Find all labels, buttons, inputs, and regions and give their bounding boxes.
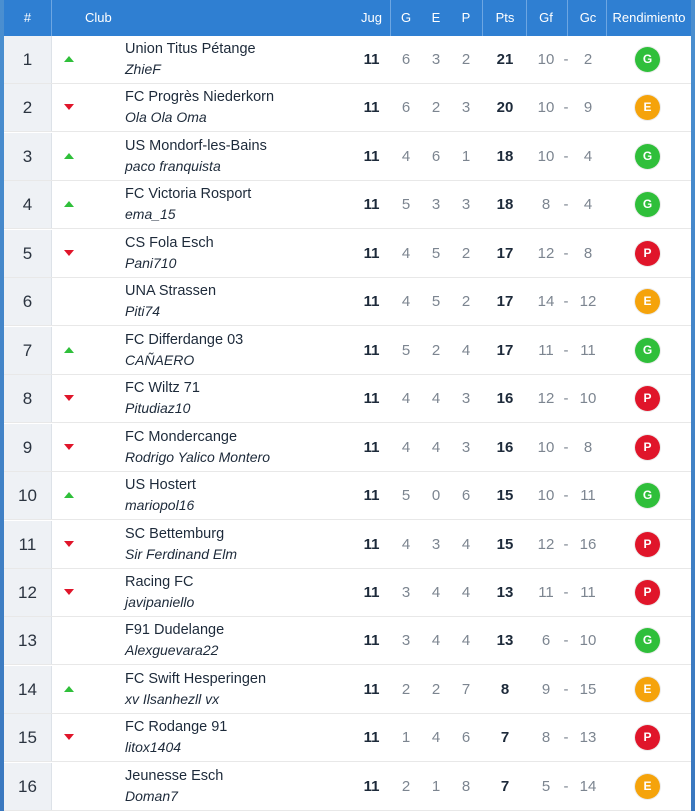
manager-name[interactable]: ZhieF	[125, 61, 161, 77]
club-name[interactable]: CS Fola Esch	[125, 234, 214, 251]
stat-pts: 20	[496, 99, 514, 117]
stat-e: 3	[431, 51, 441, 68]
position-number: 12	[4, 569, 52, 616]
stat-pts: 13	[496, 583, 514, 601]
header-pos[interactable]: #	[23, 10, 32, 25]
trend-down-icon	[64, 734, 74, 740]
stat-p: 2	[461, 244, 471, 262]
club-name[interactable]: Union Titus Pétange	[125, 41, 256, 57]
goal-separator: -	[563, 51, 569, 68]
header-club[interactable]: Club	[85, 10, 112, 25]
club-name[interactable]: US Mondorf-les-Bains	[125, 137, 267, 154]
table-row[interactable]	[4, 569, 691, 617]
stat-p: 7	[461, 680, 471, 698]
club-name[interactable]: FC Rodange 91	[125, 719, 228, 736]
stat-jug: 11	[363, 632, 380, 650]
stat-jug: 11	[363, 196, 380, 214]
position-number: 4	[4, 181, 52, 228]
stat-gc: 11	[580, 583, 596, 601]
manager-name[interactable]: Pitudiaz10	[125, 400, 191, 417]
trend-up-icon	[64, 347, 74, 353]
stat-p: 4	[461, 583, 471, 601]
stat-e: 3	[431, 535, 441, 553]
stat-pts: 18	[496, 196, 514, 214]
stat-e: 0	[431, 487, 441, 505]
table-row[interactable]	[4, 617, 691, 665]
stat-pts: 18	[496, 147, 514, 165]
stat-g: 5	[401, 487, 411, 505]
header-e[interactable]: E	[431, 10, 441, 25]
rendimiento-badge: G	[635, 338, 660, 363]
goal-separator: -	[563, 535, 569, 553]
stat-g: 3	[401, 583, 411, 601]
stat-g: 5	[401, 341, 411, 359]
stat-jug: 11	[363, 680, 380, 698]
stat-p: 8	[461, 777, 471, 795]
rendimiento-badge: P	[635, 580, 660, 605]
rendimiento-badge: E	[635, 774, 660, 799]
table-row[interactable]	[4, 181, 691, 229]
goal-separator: -	[563, 244, 569, 262]
stat-g: 2	[401, 680, 411, 698]
stat-jug: 11	[363, 293, 380, 311]
stat-e: 4	[431, 390, 441, 408]
rendimiento-badge: P	[635, 532, 660, 557]
stat-pts: 16	[496, 390, 514, 408]
stat-gf: 8	[541, 729, 551, 747]
rendimiento-badge: G	[635, 628, 660, 653]
stat-e: 2	[431, 341, 441, 359]
stat-gc: 11	[580, 487, 596, 505]
position-number: 14	[4, 666, 52, 713]
position-number: 11	[4, 521, 52, 568]
stat-jug: 11	[363, 341, 380, 359]
stat-e: 6	[431, 147, 441, 165]
club-name[interactable]: FC Differdange 03	[125, 331, 244, 348]
stat-gc: 8	[583, 244, 593, 262]
manager-name[interactable]: Ola Ola Oma	[125, 109, 207, 126]
stat-pts: 17	[496, 293, 514, 311]
header-gc[interactable]: Gc	[579, 10, 597, 25]
goal-separator: -	[563, 438, 569, 456]
manager-name[interactable]: Rodrigo Yalico Montero	[125, 448, 271, 465]
rendimiento-badge: P	[635, 435, 660, 460]
stat-pts: 17	[496, 341, 514, 359]
stat-pts: 15	[496, 535, 514, 553]
manager-name[interactable]: paco franquista	[125, 157, 221, 174]
stat-e: 4	[431, 583, 441, 601]
stat-jug: 11	[363, 51, 380, 68]
stat-pts: 17	[496, 244, 514, 262]
stat-g: 4	[401, 244, 411, 262]
stat-gc: 12	[579, 293, 597, 311]
table-row[interactable]	[4, 278, 691, 326]
stat-p: 6	[461, 487, 471, 505]
rendimiento-badge: G	[635, 144, 660, 169]
club-name[interactable]: FC Progrès Niederkorn	[125, 89, 275, 106]
trend-down-icon	[64, 444, 74, 450]
stat-gf: 12	[537, 390, 555, 408]
stat-gf: 6	[541, 632, 551, 650]
header-g[interactable]: G	[400, 10, 412, 25]
stat-jug: 11	[363, 487, 380, 505]
goal-separator: -	[563, 99, 569, 117]
stat-p: 3	[461, 390, 471, 408]
position-number: 7	[4, 327, 52, 374]
manager-name[interactable]: javipaniello	[125, 593, 195, 610]
trend-up-icon	[64, 56, 74, 62]
stat-e: 4	[431, 729, 441, 747]
stat-e: 1	[431, 777, 441, 795]
header-gf[interactable]: Gf	[539, 10, 553, 25]
stat-gc: 4	[583, 196, 593, 214]
trend-down-icon	[64, 250, 74, 256]
stat-jug: 11	[363, 390, 380, 408]
stat-g: 5	[401, 196, 411, 214]
position-number: 8	[4, 375, 52, 422]
position-number: 2	[4, 84, 52, 131]
stat-p: 4	[461, 341, 471, 359]
position-number: 9	[4, 424, 52, 471]
trend-up-icon	[64, 492, 74, 498]
manager-name[interactable]: mariopol16	[125, 497, 195, 514]
header-jug[interactable]: Jug	[361, 10, 382, 25]
header-divider	[51, 0, 52, 36]
stat-g: 4	[401, 293, 411, 311]
stat-gc: 11	[580, 341, 596, 359]
stat-p: 3	[461, 438, 471, 456]
stat-e: 4	[431, 438, 441, 456]
stat-g: 2	[401, 777, 411, 795]
stat-p: 4	[461, 535, 471, 553]
manager-name[interactable]: Alexguevara22	[125, 642, 219, 659]
stat-gf: 12	[537, 244, 555, 262]
goal-separator: -	[563, 147, 569, 165]
stat-e: 4	[431, 632, 441, 650]
stat-gf: 10	[537, 438, 555, 456]
goal-separator: -	[563, 680, 569, 698]
goal-separator: -	[563, 341, 569, 359]
manager-name[interactable]: ema_15	[125, 206, 176, 223]
rendimiento-badge: P	[635, 386, 660, 411]
goal-separator: -	[563, 196, 569, 214]
stat-gf: 8	[541, 196, 551, 214]
table-row[interactable]	[4, 472, 691, 520]
goal-separator: -	[563, 632, 569, 650]
stat-gf: 12	[537, 535, 555, 553]
stat-g: 1	[401, 729, 411, 747]
club-name[interactable]: FC Swift Hesperingen	[125, 670, 267, 687]
club-name[interactable]: Jeunesse Esch	[125, 767, 224, 784]
manager-name[interactable]: Pani710	[125, 254, 177, 271]
stat-e: 2	[431, 680, 441, 698]
manager-name[interactable]: Doman7	[125, 787, 178, 804]
stat-e: 5	[431, 293, 441, 311]
goal-separator: -	[563, 293, 569, 311]
rendimiento-badge: P	[635, 241, 660, 266]
stat-e: 2	[431, 99, 441, 117]
stat-p: 2	[461, 51, 471, 68]
header-divider	[567, 0, 568, 36]
table-header	[4, 0, 691, 36]
position-number: 5	[4, 230, 52, 277]
stat-jug: 11	[363, 777, 380, 795]
position-number: 3	[4, 133, 52, 180]
stat-g: 6	[401, 51, 411, 68]
club-name[interactable]: FC Victoria Rosport	[125, 186, 252, 203]
club-name[interactable]: F91 Dudelange	[125, 622, 225, 639]
stat-gf: 11	[538, 341, 554, 359]
manager-name[interactable]: xv Ilsanhezll vx	[125, 690, 220, 707]
table-row[interactable]	[4, 763, 691, 811]
table-row[interactable]	[4, 84, 691, 132]
goal-separator: -	[563, 729, 569, 747]
position-number: 15	[4, 714, 52, 761]
stat-gc: 2	[583, 51, 593, 68]
manager-name[interactable]: CAÑAERO	[125, 351, 195, 368]
stat-gf: 10	[537, 51, 555, 68]
stat-e: 3	[431, 196, 441, 214]
goal-separator: -	[563, 777, 569, 795]
stat-p: 2	[461, 293, 471, 311]
table-row[interactable]	[4, 424, 691, 472]
rendimiento-badge: E	[635, 95, 660, 120]
trend-up-icon	[64, 201, 74, 207]
stat-g: 3	[401, 632, 411, 650]
stat-gc: 4	[583, 147, 593, 165]
stat-pts: 16	[496, 438, 514, 456]
stat-jug: 11	[363, 583, 380, 601]
stat-gc: 13	[579, 729, 597, 747]
manager-name[interactable]: Piti74	[125, 303, 161, 320]
rendimiento-badge: P	[635, 725, 660, 750]
stat-pts: 8	[500, 680, 510, 698]
position-number: 10	[4, 472, 52, 519]
table-row[interactable]	[4, 714, 691, 762]
table-row[interactable]	[4, 521, 691, 569]
stat-g: 6	[401, 99, 411, 117]
header-rendimiento[interactable]: Rendimiento	[612, 10, 686, 25]
header-divider	[390, 0, 391, 36]
stat-gf: 14	[537, 293, 555, 311]
stat-gc: 8	[583, 438, 593, 456]
stat-gc: 9	[583, 99, 593, 117]
club-name[interactable]: FC Wiltz 71	[125, 380, 200, 397]
club-name[interactable]: UNA Strassen	[125, 283, 217, 300]
header-pts[interactable]: Pts	[495, 10, 515, 25]
stat-gc: 15	[579, 680, 597, 698]
club-name[interactable]: SC Bettemburg	[125, 525, 225, 542]
stat-p: 1	[461, 147, 471, 165]
stat-gc: 10	[579, 632, 597, 650]
stat-jug: 11	[363, 535, 380, 553]
stat-p: 6	[461, 729, 471, 747]
position-number: 13	[4, 617, 52, 664]
stat-gc: 14	[579, 777, 597, 795]
trend-up-icon	[64, 686, 74, 692]
stat-pts: 7	[500, 777, 510, 795]
header-p[interactable]: P	[461, 10, 471, 25]
trend-down-icon	[64, 541, 74, 547]
position-number: 6	[4, 278, 52, 325]
rendimiento-badge: G	[635, 192, 660, 217]
stat-jug: 11	[363, 99, 380, 117]
position-number: 16	[4, 763, 52, 810]
stat-jug: 11	[363, 147, 380, 165]
stat-p: 3	[461, 196, 471, 214]
goal-separator: -	[563, 487, 569, 505]
table-row[interactable]	[4, 375, 691, 423]
stat-gf: 11	[538, 583, 554, 601]
trend-down-icon	[64, 395, 74, 401]
stat-p: 3	[461, 99, 471, 117]
goal-separator: -	[563, 583, 569, 601]
stat-p: 4	[461, 632, 471, 650]
goal-separator: -	[563, 390, 569, 408]
standings-table	[4, 0, 691, 811]
trend-up-icon	[64, 153, 74, 159]
stat-e: 5	[431, 244, 441, 262]
stat-g: 4	[401, 390, 411, 408]
table-row[interactable]	[4, 36, 691, 84]
stat-g: 4	[401, 438, 411, 456]
trend-down-icon	[64, 104, 74, 110]
stat-gc: 16	[579, 535, 597, 553]
stat-gf: 9	[541, 680, 551, 698]
stat-jug: 11	[363, 244, 380, 262]
stat-gf: 10	[537, 147, 555, 165]
manager-name[interactable]: Sir Ferdinand Elm	[125, 545, 238, 562]
position-number: 1	[4, 36, 52, 83]
stat-gf: 10	[537, 99, 555, 117]
stat-pts: 21	[496, 51, 514, 68]
club-name[interactable]: Racing FC	[125, 573, 194, 590]
table-row[interactable]	[4, 666, 691, 714]
club-name[interactable]: US Hostert	[125, 477, 196, 494]
header-divider	[482, 0, 483, 36]
rendimiento-badge: E	[635, 677, 660, 702]
stat-pts: 13	[496, 632, 514, 650]
stat-jug: 11	[363, 729, 380, 747]
manager-name[interactable]: litox1404	[125, 739, 182, 756]
club-name[interactable]: FC Mondercange	[125, 428, 238, 445]
table-row[interactable]	[4, 133, 691, 181]
rendimiento-badge: G	[635, 47, 660, 72]
rendimiento-badge: E	[635, 289, 660, 314]
stat-gf: 5	[541, 777, 551, 795]
stat-gf: 10	[537, 487, 555, 505]
stat-g: 4	[401, 535, 411, 553]
table-row[interactable]	[4, 327, 691, 375]
stat-gc: 10	[579, 390, 597, 408]
trend-down-icon	[64, 589, 74, 595]
table-row[interactable]	[4, 230, 691, 278]
rendimiento-badge: G	[635, 483, 660, 508]
stat-g: 4	[401, 147, 411, 165]
stat-pts: 15	[496, 487, 514, 505]
header-divider	[526, 0, 527, 36]
stat-pts: 7	[500, 729, 510, 747]
stat-jug: 11	[363, 438, 380, 456]
